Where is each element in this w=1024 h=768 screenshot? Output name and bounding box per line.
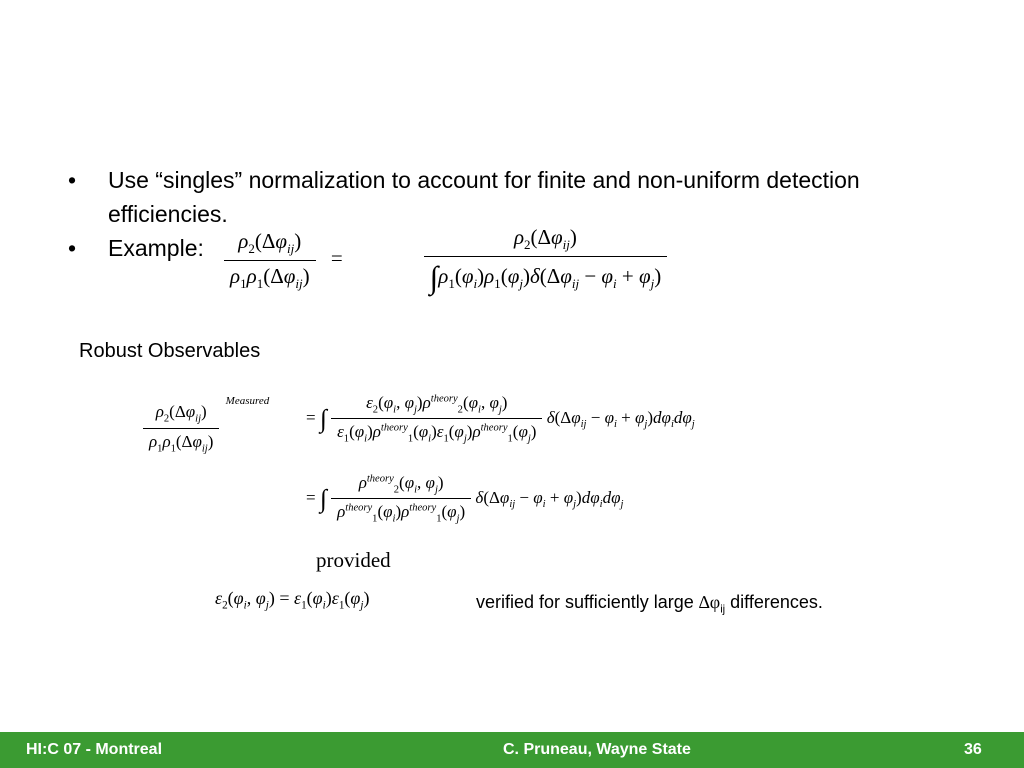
bullet-item [68, 163, 948, 231]
equation-example: $\frac{\rho_2(\Delta\varphi_{ij})}{\rho_1\rho_1(\Delta\varphi_{ij})}$ = $\frac{\rho_2(\Delta\varphi_{ij})}{\int\rho_1(\varphi_i)\rho_1(\varphi_j)\delta(\Delta\varphi_{ij} - \varphi_i + \varphi_j)}$ [224, 225, 733, 296]
note-subscript: ij [720, 603, 726, 616]
footer-conference: HI:C 07 - Montreal [26, 741, 163, 758]
provided-label: provided [316, 548, 391, 572]
equation-measured-ratio: $\frac{\rho_2(\Delta\varphi_{ij})}{\rho_1\rho_1(\Delta\varphi_{ij})}$ $^{Measured}$ [143, 395, 269, 454]
note-suffix: differences. [725, 592, 823, 612]
section-heading: Robust Observables [79, 340, 261, 362]
delta-phi-symbol: ∆φ [698, 592, 721, 612]
footer-author: C. Pruneau, Wayne State [503, 741, 691, 758]
verification-note [476, 592, 823, 616]
bullet-text: Example: [108, 235, 204, 261]
bullet-marker: • [68, 235, 77, 261]
equation-efficiency-integral: = ∫ $\frac{\varepsilon_2(\varphi_i, \varphi_j)\rho^{theory}_2(\varphi_i, \varphi_j)}{\varepsilon_1(\varphi_i)\rho^{theory}_1(\varphi_i)\varepsilon_1(\varphi_j)\rho^{theory}_1(\varphi_j)}$ $\delta(\Delta\varphi_{ij} - \varphi_i + \varphi_j)d\varphi_id\varphi_j$ [306, 393, 695, 445]
equation-theory-integral: = ∫ $\frac{\rho^{theory}_2(\varphi_i, \varphi_j)}{\rho^{theory}_1(\varphi_i)\rho^{theory}_1(\varphi_j)}$ $\delta(\Delta\varphi_{ij} - \varphi_i + \varphi_j)d\varphi_id\varphi_j$ [306, 473, 624, 525]
page-number: 36 [964, 741, 982, 758]
equation-efficiency-factorization: $\varepsilon_2(\varphi_i$, $\varphi_j) = \varepsilon_1(\varphi_i)\varepsilon_1(\varphi_j)$ [215, 588, 370, 612]
bullet-text: Use “singles” normalization to account for finite and non-uniform detection efficiencies. [108, 167, 860, 227]
measured-superscript: Measured [225, 395, 270, 407]
note-prefix: verified for sufficiently large [476, 592, 699, 612]
bullet-marker: • [68, 167, 77, 193]
footer-bar [0, 732, 1024, 768]
